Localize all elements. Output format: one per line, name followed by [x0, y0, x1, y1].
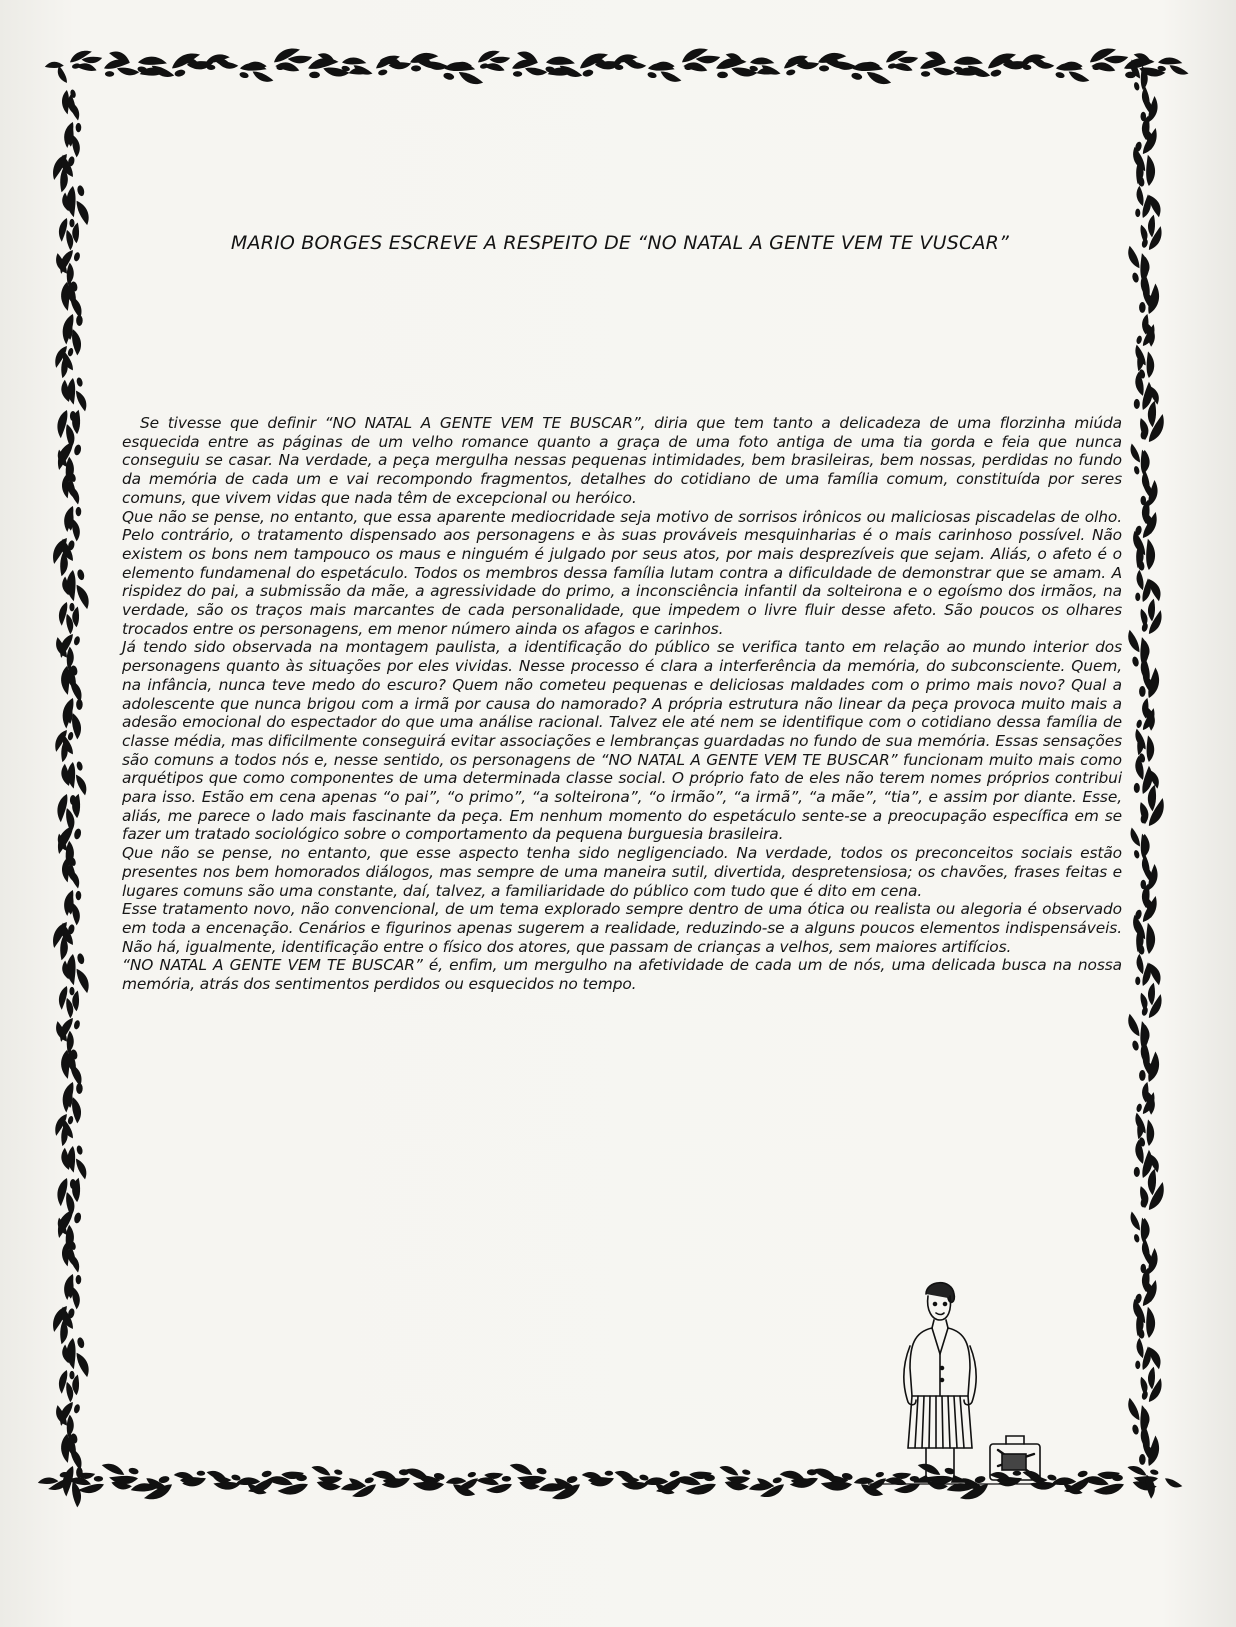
laurel-leaf-icon: [1127, 499, 1162, 570]
laurel-leaf-icon: [43, 47, 103, 76]
laurel-leaf-icon: [1134, 982, 1166, 1047]
article-title: MARIO BORGES ESCREVE A RESPEITO DE “NO NATAL A GENTE VEM TE VUSCAR”: [230, 232, 1010, 254]
laurel-leaf-icon: [53, 63, 82, 123]
laurel-leaf-icon: [683, 58, 757, 78]
laurel-leaf-icon: [138, 48, 215, 85]
article-body: [122, 414, 1122, 994]
laurel-leaf-icon: [1135, 954, 1151, 1012]
laurel-leaf-icon: [1134, 1366, 1166, 1431]
laurel-leaf-icon: [788, 53, 857, 72]
laurel-leaf-icon: [242, 44, 313, 79]
laurel-leaf-icon: [1131, 783, 1168, 860]
laurel-leaf-icon: [58, 349, 90, 414]
laurel-leaf-icon: [451, 47, 511, 76]
paragraph: “NO NATAL A GENTE VEM TE BUSCAR” é, enfim, um mergulho na afetividade de cada um de nós, uma delicada busca na nossa memória, atrás dos sentimentos perdidos ou esquecidos no tempo.: [122, 956, 1122, 994]
laurel-leaf-icon: [1058, 44, 1129, 79]
laurel-leaf-icon: [1127, 1267, 1162, 1338]
paragraph: Que não se pense, no entanto, que essa aparente mediocridade seja motivo de sorrisos irônicos ou maliciosas piscadelas de olho. Pelo contrário, o tratamento dispensado aos personagens e às suas prováveis mesquinharias é o mais carinhoso possível. Não existem os bons nem tampouco os maus e ninguém é julgado por seus atos, por mais desprezíveis que sejam. Aliás, o afeto é o elemento fundamenal do espetáculo. Todos os membros dessa família lutam contra a dificuldade de demonstrar que se amam. A rispidez do pai, a submissão da mãe, a agressividade do primo, a inconsciência infantil da solteirona e o egoísmo dos irmãos, na verdade, são os traços mais marcantes de cada personalidade, que impedem o livre fluir desse afeto. São poucos os olhares trocados entre os personagens, em menor número ainda os afagos e carinhos.: [122, 507, 1122, 638]
laurel-leaf-icon: [1135, 570, 1151, 628]
laurel-leaf-icon: [1131, 1167, 1168, 1244]
laurel-leaf-icon: [1135, 1338, 1151, 1396]
laurel-leaf-icon: [954, 48, 1031, 85]
laurel-leaf-icon: [275, 58, 349, 78]
laurel-leaf-icon: [1091, 58, 1165, 78]
laurel-leaf-icon: [650, 44, 721, 79]
laurel-leaf-icon: [1134, 598, 1166, 663]
laurel-leaf-icon: [546, 48, 623, 85]
paragraph: Se tivesse que definir “NO NATAL A GENTE VEM TE BUSCAR”, diria que tem tanto a delicadeza de uma florzinha miúda esquecida entre as páginas de um velho romance quanto a graça de uma foto antiga de uma tia gorda e feia que nunca conseguiu se casar. Na verdade, a peça mergulha nessas pequenas intimidades, bem brasileiras, bem nossas, perdidas no fundo da memória de cada um e vai recompondo fragmentos, detalhes do cotidiano de uma família comum, constituída por seres comuns, que vivem vidas que nada têm de excepcional ou heróico.: [122, 414, 1122, 507]
paragraph: Esse tratamento novo, não convencional, de um tema explorado sempre dentro de uma ótica ou realista ou alegoria é observado em toda a encenação. Cenários e figurinos apenas sugerem a realidade, reduzindo-se a alguns poucos elementos indispensáveis. Não há, igualmente, identificação entre o físico dos atores, que passam de crianças a velhos, sem maiores artifícios.: [122, 900, 1122, 956]
laurel-leaf-icon: [76, 60, 139, 77]
laurel-leaf-icon: [1131, 399, 1168, 476]
woman-with-suitcase-icon: [868, 1276, 1068, 1496]
laurel-leaf-icon: [1127, 115, 1162, 186]
laurel-leaf-icon: [1135, 186, 1151, 244]
paragraph: Que não se pense, no entanto, que esse aspecto tenha sido negligenciado. Na verdade, todos os preconceitos sociais estão presentes nos bem homorados diálogos, mas sempre de uma maneira sutil, divertida, despretensiosa; os chavões, frases feitas e lugares comuns são uma constante, daí, talvez, a familiaridade do público com tudo que é dito em cena.: [122, 844, 1122, 900]
laurel-leaf-icon: [58, 1117, 90, 1182]
laurel-leaf-icon: [58, 733, 90, 798]
laurel-leaf-icon: [380, 53, 449, 72]
laurel-leaf-icon: [1127, 883, 1162, 954]
paragraph: Já tendo sido observada na montagem paulista, a identificação do público se verifica tanto em relação ao mundo interior dos personagens quanto às situações por eles vividas. Nesse processo é clara a interferência da memória, do subconsciente. Quem, na infância, nunca teve medo do escuro? Quem não cometeu pequenas e deliciosas maldades com o primo mais novo? Qual a adolescente que nunca brigou com a irmã por causa do namorado? A própria estrutura não linear da peça provoca muito mais a adesão emocional do espectador do que uma análise racional. Talvez ele até nem se identifique com o cotidiano dessa família de classe média, mas dificilmente conseguirá evitar associações e lembranças guardadas no fundo de sua memória. Essas sensações são comuns a todos nós e, nesse sentido, os personagens de “NO NATAL A GENTE VEM TE BUSCAR” funcionam muito mais como arquétipos que como componentes de uma determinada classe social. O próprio fato de eles não terem nomes próprios contribui para isso. Estão em cena apenas “o pai”, “o primo”, “a solteirona”, “o irmão”, “a irmã”, “a mãe”, “tia”, e assim por diante. Esse, aliás, me parece o lado mais fascinante da peça. Em nenhum momento do espetáculo sente-se a preocupação específica em se fazer um tratado sociológico sobre o comportamento da pequena burguesia brasileira.: [122, 638, 1122, 844]
laurel-leaf-icon: [1134, 214, 1166, 279]
laurel-leaf-icon: [484, 60, 547, 77]
laurel-leaf-icon: [859, 47, 919, 76]
laurel-leaf-icon: [892, 60, 955, 77]
